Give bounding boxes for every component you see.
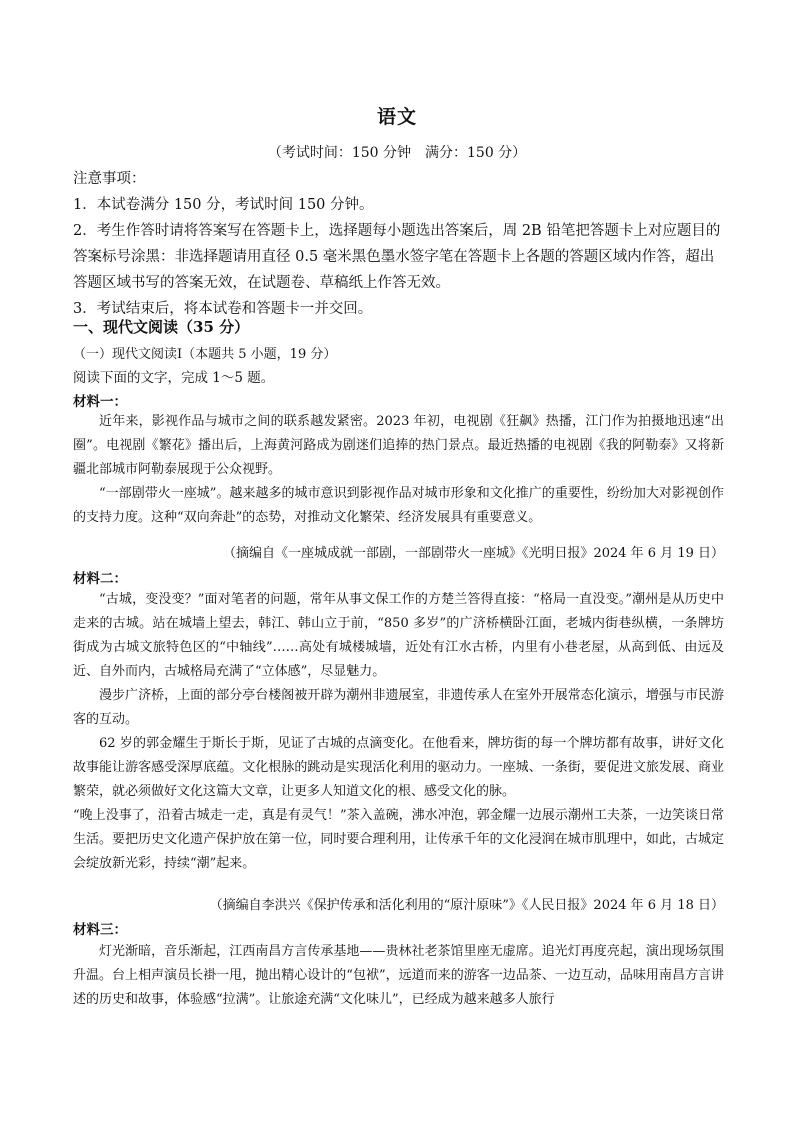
- material-label: 材料三：: [73, 922, 127, 938]
- paragraph: 灯光渐暗，音乐渐起，江西南昌方言传承基地——贵林社老茶馆里座无虚席。追光灯再度亮起，演出现场氛围升温。台上相声演员长褂一甩，抛出精心设计的“包袱”，远道而来的游客一边品茶、一边互动，品味用南昌方言讲述的历史和故事，体验感“拉满”。让旅途充满“文化味儿”，已经成为越来越多人旅行: [73, 944, 724, 1007]
- paragraph: 漫步广济桥，上面的部分亭台楼阁被开辟为潮州非遗展室，非遗传承人在室外开展常态化演示，增强与市民游客的互动。: [73, 688, 724, 727]
- paragraph: “古城，变没变？”面对笔者的问题，常年从事文保工作的方楚兰答得直接：“格局一直没变。”潮州是从历史中走来的古城。站在城墙上望去，韩江、韩山立于前，“850 多岁”的广济桥横卧江面，老城内街巷纵横，一条牌坊街成为古城文旅特色区的“中轴线”……高处有城楼城墙，近处有江水古桥，内里有小巷老屋，从高到低、由远及近、自外而内，古城格局充满了“立体感”，尽显魅力。: [73, 592, 724, 679]
- material-label: 材料一：: [73, 394, 127, 410]
- material-source: （摘编自《一座城成就一部剧，一部剧带火一座城》《光明日报》2024 年 6 月 19 日）: [222, 546, 724, 561]
- subsection-heading: （一）现代文阅读Ⅰ（本题共 5 小题，19 分）: [73, 347, 337, 362]
- section-heading: 一、现代文阅读（35 分）: [73, 318, 250, 336]
- paragraph: “晚上没事了，沿着古城走一走，真是有灵气！”茶入盖碗，沸水冲泡，郭金耀一边展示潮州工夫茶，一边笑谈日常生活。要把历史文化遗产保护放在第一位，同时要合理利用，让传承千年的文化浸润在城市肌理中，如此，古城定会绽放新光彩，持续“潮”起来。: [73, 808, 724, 871]
- material-text: [73, 410, 724, 530]
- paragraph: “一部剧带火一座城”。越来越多的城市意识到影视作品对城市形象和文化推广的重要性，纷纷加大对影视创作的支持力度。这种“双向奔赴”的态势，对推动文化繁荣、经济发展具有重要意义。: [73, 486, 724, 525]
- exam-info: （考试时间：150 分钟 满分：150 分）: [267, 145, 527, 161]
- notes-item: 1．本试卷满分 150 分，考试时间 150 分钟。: [73, 197, 374, 213]
- material-text: [73, 940, 724, 1012]
- notes-heading: 注意事项：: [73, 171, 146, 187]
- material-source: （摘编自李洪兴《保护传承和活化利用的“原汁原味”》《人民日报》2024 年 6 月 18 日）: [209, 898, 724, 913]
- material-label: 材料二：: [73, 571, 127, 587]
- notes-item: 3．考试结束后，将本试卷和答题卡一并交回。: [73, 301, 373, 317]
- material-text: [73, 588, 724, 876]
- page-title: 语文: [376, 106, 417, 128]
- paragraph: 62 岁的郭金耀生于斯长于斯，见证了古城的点滴变化。在他看来，牌坊街的每一个牌坊都有故事，讲好文化故事能让游客感受深厚底蕴。文化根脉的跳动是实现活化利用的驱动力。一座城、一条街，要促进文旅发展、商业繁荣，就必须做好文化这篇大文章，让更多人知道文化的根、感受文化的脉。: [73, 736, 724, 799]
- reading-instruction: 阅读下面的文字，完成 1～5 题。: [73, 370, 275, 386]
- notes-section: [73, 166, 724, 322]
- paragraph: 近年来，影视作品与城市之间的联系越发紧密。2023 年初，电视剧《狂飙》热播，江门作为拍摄地迅速“出圈”。电视剧《繁花》播出后，上海黄河路成为剧迷们追捧的热门景点。最近热播的电视剧《我的阿勒泰》又将新疆北部城市阿勒泰展现于公众视野。: [73, 414, 724, 477]
- notes-item: 2．考生作答时请将答案写在答题卡上，选择题每小题选出答案后，周 2B 铅笔把答题卡上对应题目的答案标号涂黑：非选择题请用直径 0.5 毫米黑色墨水签字笔在答题卡上各题的答题区域内作答，超出答题区域书写的答案无效，在试题卷、草稿纸上作答无效。: [73, 223, 721, 291]
